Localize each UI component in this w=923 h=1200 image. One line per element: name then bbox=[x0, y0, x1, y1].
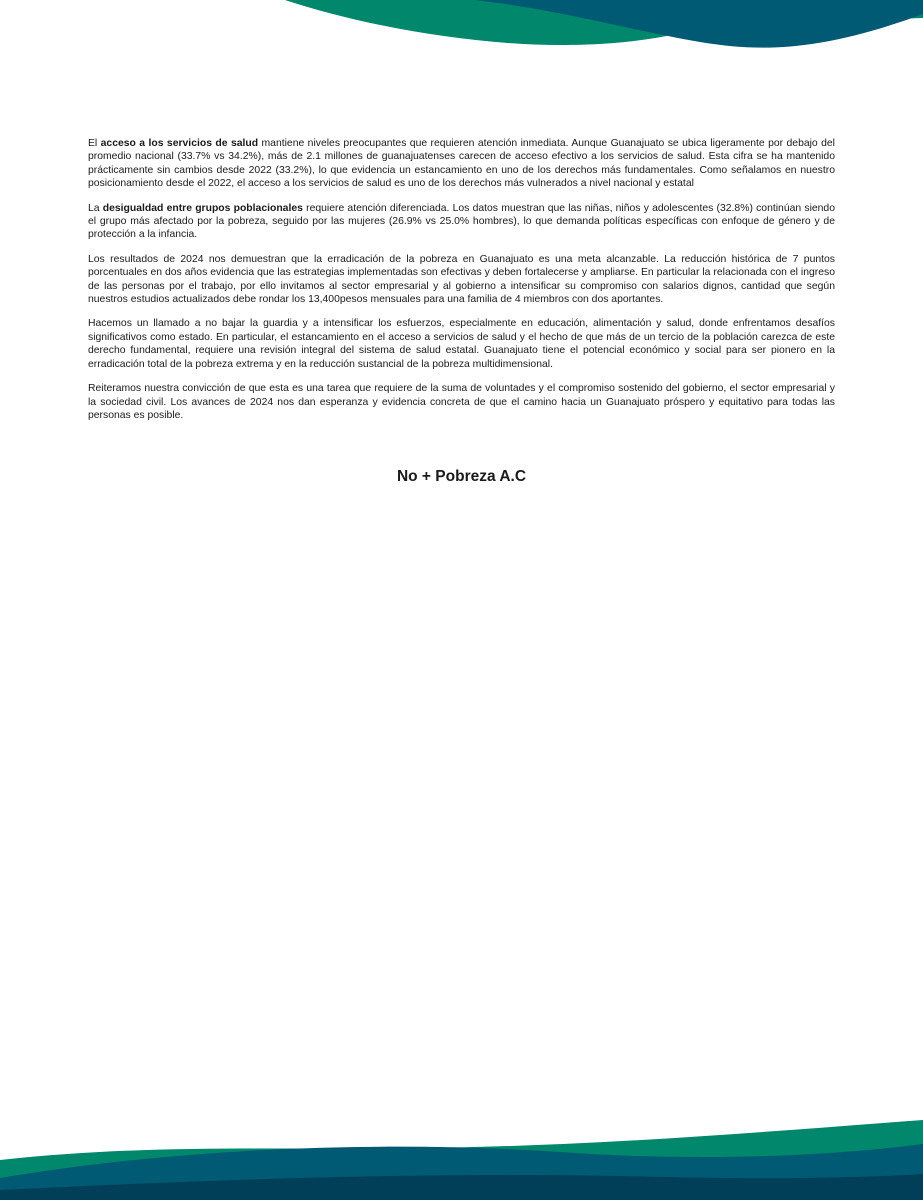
paragraph-call-to-action: Hacemos un llamado a no bajar la guardia y a intensificar los esfuerzos, especialmente en educación, alimentación y salud, donde enfrentamos desafíos significativos como estado. En particular, el estancamiento en el acceso a servicios de salud y el hecho de que más de un tercio de la población carezca de este derecho fundamental, requiere una revisión integral del sistema de salud estatal. Guanajuato tiene el potencial económico y social para ser pionero en la erradicación total de la pobreza extrema y en la reducción sustancial de la pobreza multidimensional. bbox=[88, 318, 835, 370]
paragraph-inequality bbox=[88, 202, 835, 242]
paragraph-lead: El bbox=[88, 138, 101, 149]
bottom-wave-decoration bbox=[0, 1120, 923, 1200]
paragraph-health-access bbox=[88, 137, 835, 191]
paragraph-text: mantiene niveles preocupantes que requieren atención inmediata. Aunque Guanajuato se ubica ligeramente por debajo del promedio nacional (33.7% vs 34.2%), más de 2.1 millones de guanajuatenses carecen de acceso efectivo a los servicios de salud. Esta cifra se ha mantenido prácticamente sin cambios desde 2022 (33.2%), lo que evidencia un estancamiento en uno de los derechos más fundamentales. Como señalamos en nuestro posicionamiento desde el 2022, el acceso a los servicios de salud es uno de los derechos más vulnerados a nivel nacional y estatal bbox=[88, 138, 835, 190]
paragraph-bold-term: desigualdad entre grupos poblacionales bbox=[102, 202, 303, 214]
document-body bbox=[88, 137, 835, 433]
organization-signature: No + Pobreza A.C bbox=[396, 468, 527, 485]
top-wave-decoration bbox=[0, 0, 923, 60]
paragraph-lead: La bbox=[88, 202, 103, 214]
paragraph-bold-term: acceso a los servicios de salud bbox=[100, 138, 259, 149]
paragraph-text: requiere atención diferenciada. Los datos muestran que las niñas, niños y adolescentes (32.8%) continúan siendo el grupo más afectado por la pobreza, seguido por las mujeres (26.9% vs 25.0% hombres), lo que demanda políticas específicas con enfoque de género y de protección a la infancia. bbox=[88, 202, 835, 241]
paragraph-conviction: Reiteramos nuestra convicción de que esta es una tarea que requiere de la suma de voluntades y el compromiso sostenido del gobierno, el sector empresarial y la sociedad civil. Los avances de 2024 nos dan esperanza y evidencia concreta de que el camino hacia un Guanajuato próspero y equitativo para todas las personas es posible. bbox=[88, 383, 835, 421]
paragraph-results-2024: Los resultados de 2024 nos demuestran que la erradicación de la pobreza en Guanajuato es una meta alcanzable. La reducción histórica de 7 puntos porcentuales en dos años evidencia que las estrategias implementadas son efectivas y deben fortalecerse y ampliarse. En particular la relacionada con el ingreso de las personas por el trabajo, por ello invitamos al sector empresarial y al gobierno a intensificar su compromiso con salarios dignos, cantidad que según nuestros estudios actualizados debe rondar los 13,400pesos mensuales para una familia de 4 miembros con dos aportantes. bbox=[88, 253, 835, 306]
